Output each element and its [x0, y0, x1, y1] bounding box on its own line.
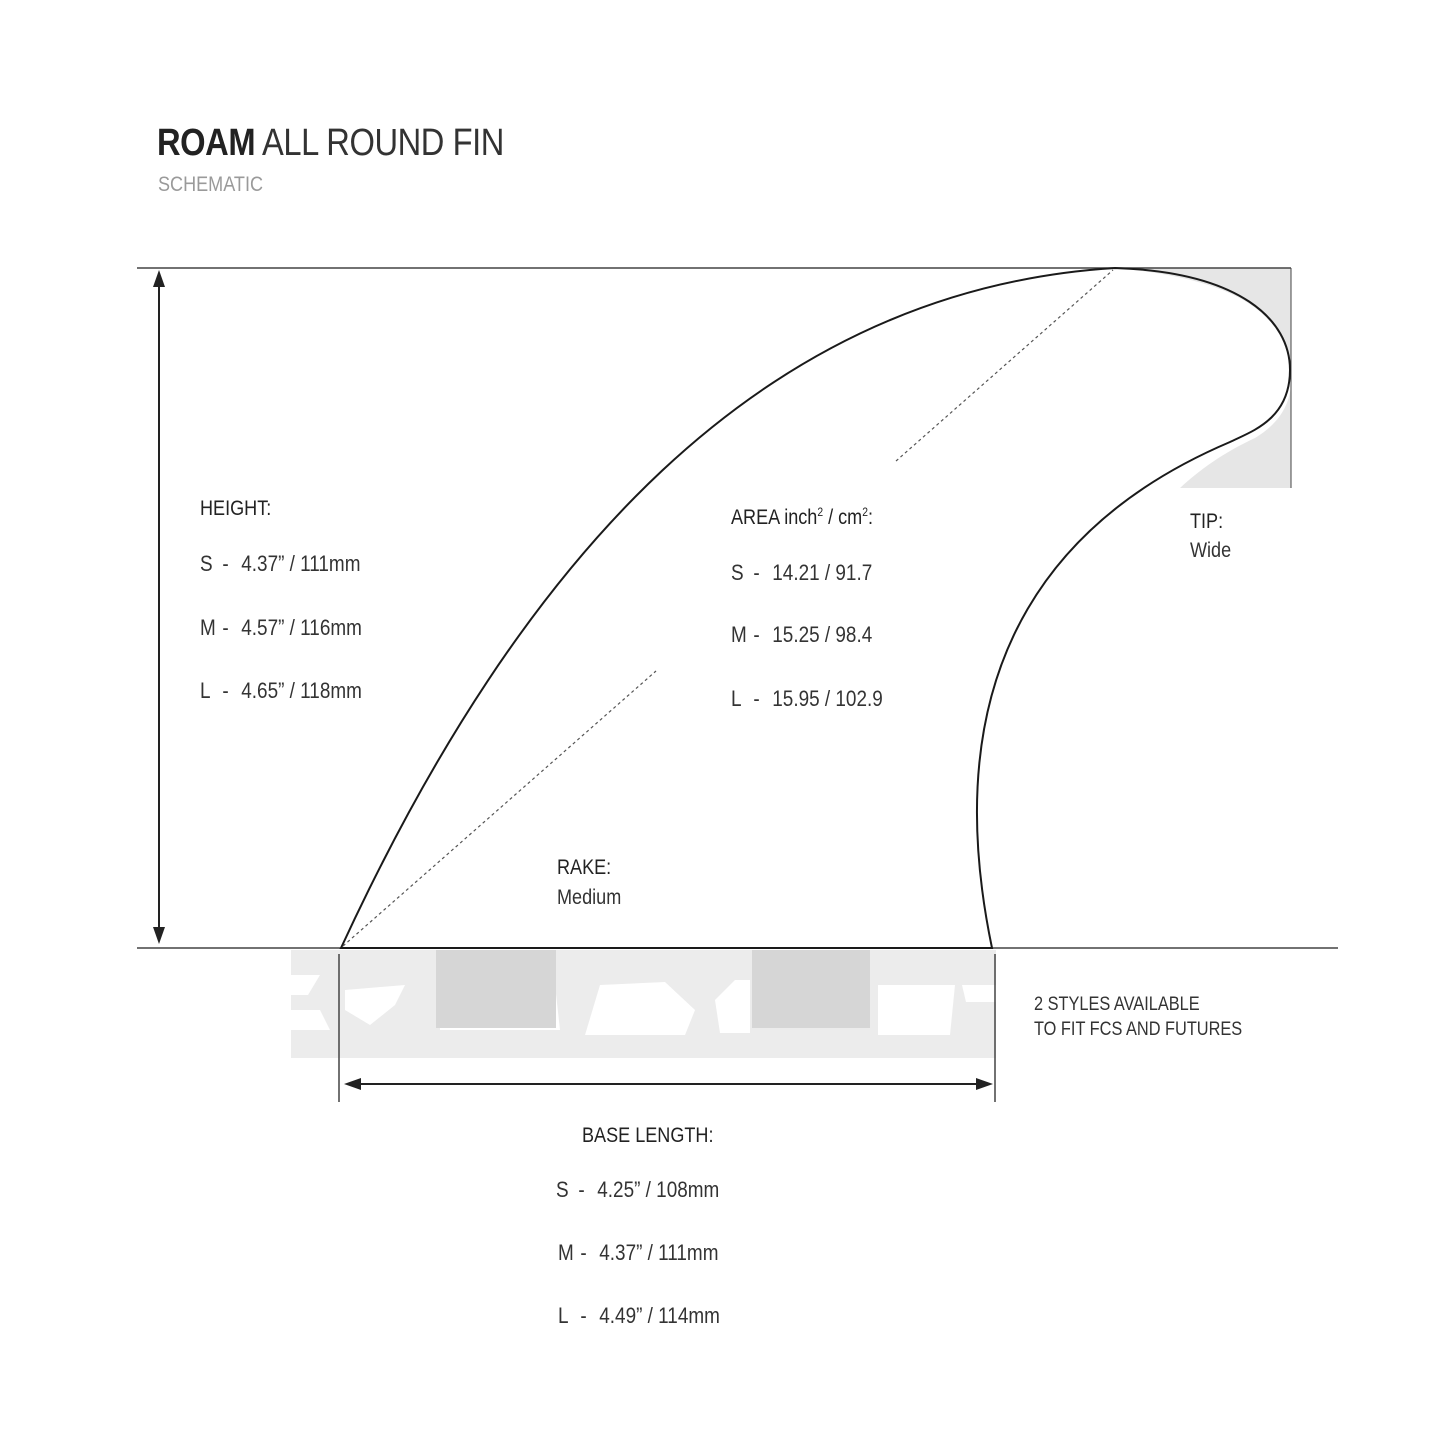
rake-value: Medium	[557, 886, 622, 909]
area-row-l: L - 15.95 / 102.9	[731, 686, 883, 711]
height-value: 4.37” / 111mm	[241, 551, 361, 576]
base-value: 4.37” / 111mm	[599, 1240, 719, 1265]
size-label: M	[200, 615, 216, 640]
rake-guide-line	[896, 270, 1113, 461]
size-label: L	[558, 1303, 569, 1328]
size-label: M	[558, 1240, 574, 1265]
styles-note-line1: 2 STYLES AVAILABLE	[1034, 994, 1200, 1015]
rake-label: RAKE:	[557, 856, 612, 879]
size-label: S	[731, 560, 744, 585]
area-label-sep: / cm	[823, 506, 863, 529]
area-label	[731, 505, 873, 530]
size-label: S	[556, 1177, 569, 1202]
title-bold: ROAM	[157, 122, 256, 164]
height-arrowhead-bottom	[153, 927, 165, 944]
base-row-s: S - 4.25” / 108mm	[556, 1177, 720, 1202]
fin-tab	[752, 950, 870, 1028]
base-arrowhead-right	[976, 1078, 993, 1090]
area-value: 15.25 / 98.4	[772, 622, 873, 647]
area-label-suffix: :	[867, 506, 873, 529]
area-row-s: S - 14.21 / 91.7	[731, 560, 873, 585]
height-arrowhead-top	[153, 270, 165, 287]
page-subtitle: SCHEMATIC	[158, 173, 264, 196]
fin-outline	[341, 268, 1290, 948]
area-label-prefix: AREA inch	[731, 506, 818, 529]
title-rest: ALL ROUND FIN	[261, 122, 504, 164]
height-value: 4.57” / 116mm	[241, 615, 362, 640]
height-row-m: M - 4.57” / 116mm	[200, 615, 362, 640]
tip-label: TIP:	[1190, 510, 1224, 533]
size-label: L	[200, 678, 211, 703]
height-label: HEIGHT:	[200, 497, 272, 520]
area-row-m: M - 15.25 / 98.4	[731, 622, 873, 647]
base-row-l: L - 4.49” / 114mm	[558, 1303, 720, 1328]
base-row-m: M - 4.37” / 111mm	[558, 1240, 719, 1265]
height-row-l: L - 4.65” / 118mm	[200, 678, 362, 703]
styles-note-line2: TO FIT FCS AND FUTURES	[1034, 1019, 1243, 1040]
size-label: S	[200, 551, 213, 576]
area-value: 14.21 / 91.7	[772, 560, 873, 585]
fin-tab	[436, 950, 556, 1028]
base-value: 4.49” / 114mm	[599, 1303, 720, 1328]
base-length-label: BASE LENGTH:	[582, 1124, 714, 1147]
page-title	[157, 122, 504, 165]
size-label: L	[731, 686, 742, 711]
base-cutout	[878, 985, 955, 1035]
area-value: 15.95 / 102.9	[772, 686, 883, 711]
base-value: 4.25” / 108mm	[597, 1177, 720, 1202]
height-row-s: S - 4.37” / 111mm	[200, 551, 361, 576]
area-sup: 2	[817, 505, 824, 519]
area-sup: 2	[862, 505, 868, 519]
height-value: 4.65” / 118mm	[241, 678, 362, 703]
tip-value: Wide	[1190, 539, 1232, 562]
base-arrowhead-left	[344, 1078, 361, 1090]
base-cutout	[962, 985, 996, 1002]
size-label: M	[731, 622, 747, 647]
